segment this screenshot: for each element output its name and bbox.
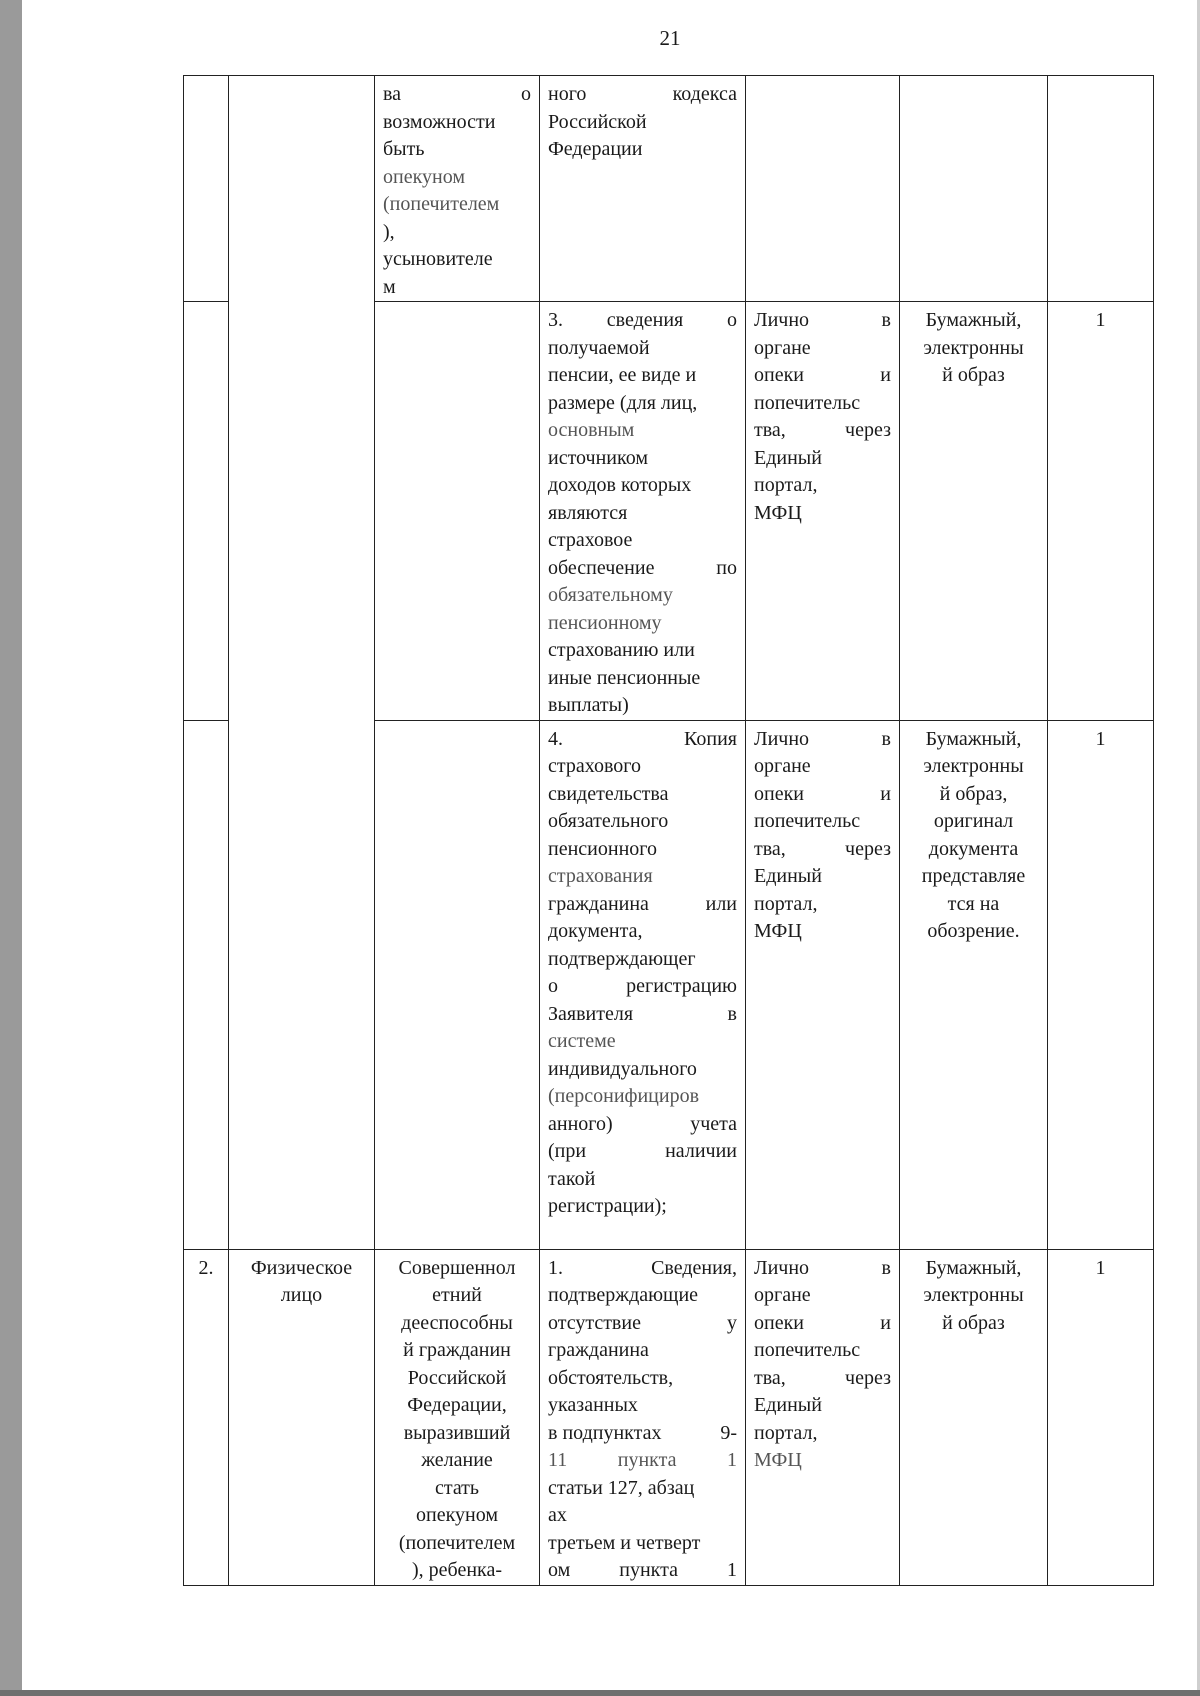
text-line: усыновителе <box>383 248 493 270</box>
text-line: получаемой <box>548 336 650 359</box>
text-line: в подпунктах <box>548 1421 662 1444</box>
text-line: органе <box>754 336 811 359</box>
text-line: у <box>727 1311 737 1334</box>
text-line: сведения <box>606 309 684 331</box>
text-line: учета <box>690 1112 737 1135</box>
text-line: Бумажный, <box>925 727 1022 750</box>
text-line: обозрение. <box>927 920 1020 942</box>
text-line: дееспособны <box>401 1311 513 1334</box>
text-line: гражданина <box>548 1339 649 1361</box>
text-line: стать <box>434 1476 480 1499</box>
cell-applicant <box>229 1249 375 1585</box>
text-line: (попечителем <box>398 1531 516 1554</box>
text-line: через <box>845 1366 891 1389</box>
text-line: ва <box>383 83 402 105</box>
text-line: тва, <box>754 419 786 441</box>
text-line: (при <box>548 1140 587 1162</box>
text-line: м <box>383 275 396 298</box>
text-line: МФЦ <box>754 1449 802 1471</box>
text-line: выразивший <box>403 1421 511 1444</box>
text-line: портал, <box>754 1421 818 1444</box>
text-line: й образ <box>942 364 1005 386</box>
text-line: Заявителя <box>548 1002 634 1025</box>
text-line: Сведения, <box>651 1256 737 1279</box>
text-line: лицо <box>280 1284 323 1306</box>
text-line: страховое <box>548 529 633 551</box>
text-line: й гражданин <box>403 1339 511 1361</box>
text-line: в <box>727 1002 737 1025</box>
text-line: электронны <box>923 1284 1024 1306</box>
cell-count <box>1048 302 1154 721</box>
text-line: или <box>705 892 737 915</box>
text-line: в <box>881 309 891 331</box>
cell-form <box>900 720 1048 1249</box>
cell-number <box>184 76 229 302</box>
cell-category <box>375 720 540 1249</box>
text-line: страхового <box>548 755 641 777</box>
text-line: етний <box>432 1284 482 1306</box>
text-line: и <box>880 782 891 805</box>
cell-count <box>1048 1249 1154 1585</box>
text-line: наличии <box>665 1140 737 1162</box>
text-line: отсутствие <box>548 1311 641 1334</box>
text-line: пункта <box>619 1559 678 1581</box>
text-line: 3. <box>548 309 563 331</box>
text-line: тва, <box>754 837 786 860</box>
text-line: обеспечение <box>548 556 655 579</box>
text-line: и <box>880 1311 891 1334</box>
scan-bottom-edge <box>0 1690 1200 1696</box>
text-line: 1 <box>1095 727 1106 750</box>
text-line: Совершеннол <box>398 1256 516 1279</box>
text-line: й образ <box>942 1311 1005 1334</box>
text-line: системе <box>548 1030 616 1052</box>
text-line: источником <box>548 446 648 469</box>
text-line: МФЦ <box>754 501 802 524</box>
text-line: пенсии, ее виде и <box>548 364 697 386</box>
text-line: опеки <box>754 782 804 805</box>
text-line: Лично <box>754 309 810 331</box>
text-line: страхованию или <box>548 639 695 661</box>
text-line: Бумажный, <box>925 309 1022 331</box>
text-line: Российской <box>407 1366 507 1389</box>
text-line: портал, <box>754 474 818 496</box>
text-line: указанных <box>548 1394 638 1416</box>
text-line: Лично <box>754 1256 810 1279</box>
text-line: пенсионного <box>548 837 657 860</box>
text-line: ах <box>548 1504 567 1526</box>
text-line: страхования <box>548 865 653 887</box>
text-line: (персонифициров <box>548 1085 700 1107</box>
text-line: Федерации <box>548 138 643 160</box>
text-line: 4. <box>548 727 563 750</box>
text-line: через <box>845 419 891 441</box>
text-line: органе <box>754 755 811 777</box>
text-line: документа <box>928 837 1019 860</box>
text-line: третьем и четверт <box>548 1531 701 1554</box>
text-line: о <box>548 975 558 997</box>
text-line: подтверждающег <box>548 947 696 970</box>
text-line: 1 <box>1095 1256 1106 1279</box>
cell-category <box>375 302 540 721</box>
text-line: анного) <box>548 1112 613 1135</box>
text-line: обязательному <box>548 584 673 606</box>
cell-method <box>746 302 900 721</box>
text-line: ом <box>548 1559 571 1581</box>
cell-method <box>746 76 900 302</box>
text-line: возможности <box>383 110 496 133</box>
text-line: быть <box>383 138 425 160</box>
text-line: подтверждающие <box>548 1284 699 1306</box>
cell-applicant <box>229 720 375 1249</box>
text-line: размере (для лиц, <box>548 391 698 414</box>
text-line: попечительс <box>754 810 861 832</box>
text-line: Единый <box>754 446 822 469</box>
text-line: о <box>521 83 531 105</box>
text-line: желание <box>421 1449 493 1471</box>
cell-applicant <box>229 302 375 721</box>
text-line: органе <box>754 1284 811 1306</box>
text-line: электронны <box>923 755 1024 777</box>
cell-count <box>1048 720 1154 1249</box>
text-line: доходов которых <box>548 474 692 496</box>
text-line: опеки <box>754 364 804 386</box>
text-line: о <box>726 309 737 331</box>
table-row <box>184 1249 1154 1585</box>
text-line: опекуном <box>416 1504 498 1526</box>
text-line: обстоятельств, <box>548 1366 674 1389</box>
text-line: 1 <box>727 1449 737 1471</box>
text-line: выплаты) <box>548 694 629 716</box>
text-line: Единый <box>754 865 822 887</box>
text-line: пенсионному <box>548 611 662 634</box>
cell-document <box>540 720 746 1249</box>
cell-form <box>900 1249 1048 1585</box>
text-line: (попечителем <box>383 193 500 215</box>
cell-method <box>746 1249 900 1585</box>
text-line: такой <box>548 1167 596 1190</box>
text-line: ного <box>548 83 587 105</box>
text-line: Лично <box>754 727 810 750</box>
text-line: ), ребенка- <box>412 1559 502 1581</box>
text-line: представляе <box>921 865 1026 887</box>
text-line: 1 <box>726 1559 737 1581</box>
text-line: в <box>881 727 891 750</box>
text-line: гражданина <box>548 892 649 915</box>
text-line: кодекса <box>672 83 737 105</box>
cell-applicant <box>229 76 375 302</box>
cell-document <box>540 302 746 721</box>
text-line: Физическое <box>250 1256 353 1279</box>
text-line: Бумажный, <box>925 1256 1022 1279</box>
text-line: оригинал <box>933 810 1014 832</box>
cell-document <box>540 1249 746 1585</box>
text-line: свидетельства <box>548 782 669 805</box>
text-line: и <box>880 364 891 386</box>
text-line: 2. <box>198 1256 214 1279</box>
text-line: тва, <box>754 1366 786 1389</box>
text-line: документа, <box>548 920 643 942</box>
text-line: ), <box>383 220 395 243</box>
cell-number <box>184 302 229 721</box>
text-line: в <box>881 1256 891 1279</box>
documents-table <box>183 75 1154 1586</box>
text-line: электронны <box>923 336 1024 359</box>
text-line: опеки <box>754 1311 804 1334</box>
text-line: 11 <box>548 1449 568 1471</box>
cell-category <box>375 76 540 302</box>
cell-method <box>746 720 900 1249</box>
text-line: являются <box>548 501 628 524</box>
text-line: Единый <box>754 1394 822 1416</box>
text-line: по <box>716 556 737 579</box>
text-line: Федерации, <box>407 1394 507 1416</box>
text-line: регистрации); <box>548 1195 667 1217</box>
text-line: тся на <box>947 892 1000 915</box>
cell-document <box>540 76 746 302</box>
text-line: основным <box>548 419 635 441</box>
text-line: попечительс <box>754 391 861 414</box>
text-line: статьи 127, абзац <box>548 1476 695 1499</box>
text-line: регистрацию <box>626 975 737 997</box>
text-line: опекуном <box>383 165 465 188</box>
table-row <box>184 76 1154 302</box>
cell-count <box>1048 76 1154 302</box>
text-line: через <box>845 837 891 860</box>
text-line: 9- <box>720 1421 737 1444</box>
text-line: й образ, <box>939 782 1008 805</box>
cell-category <box>375 1249 540 1585</box>
cell-form <box>900 76 1048 302</box>
text-line: Копия <box>684 727 737 750</box>
text-line: обязательного <box>548 810 669 832</box>
text-line: индивидуального <box>548 1057 697 1080</box>
table-row <box>184 302 1154 721</box>
cell-number <box>184 720 229 1249</box>
text-line: 1. <box>548 1256 563 1279</box>
text-line: 1 <box>1095 309 1106 331</box>
text-line: Российской <box>548 110 647 133</box>
cell-number <box>184 1249 229 1585</box>
text-line: пункта <box>617 1449 677 1471</box>
scan-left-edge <box>0 0 22 1696</box>
cell-form <box>900 302 1048 721</box>
table-row <box>184 720 1154 1249</box>
text-line: иные пенсионные <box>548 666 701 689</box>
text-line: попечительс <box>754 1339 861 1361</box>
text-line: портал, <box>754 892 818 915</box>
text-line: МФЦ <box>754 920 802 942</box>
page-number: 21 <box>659 26 681 50</box>
